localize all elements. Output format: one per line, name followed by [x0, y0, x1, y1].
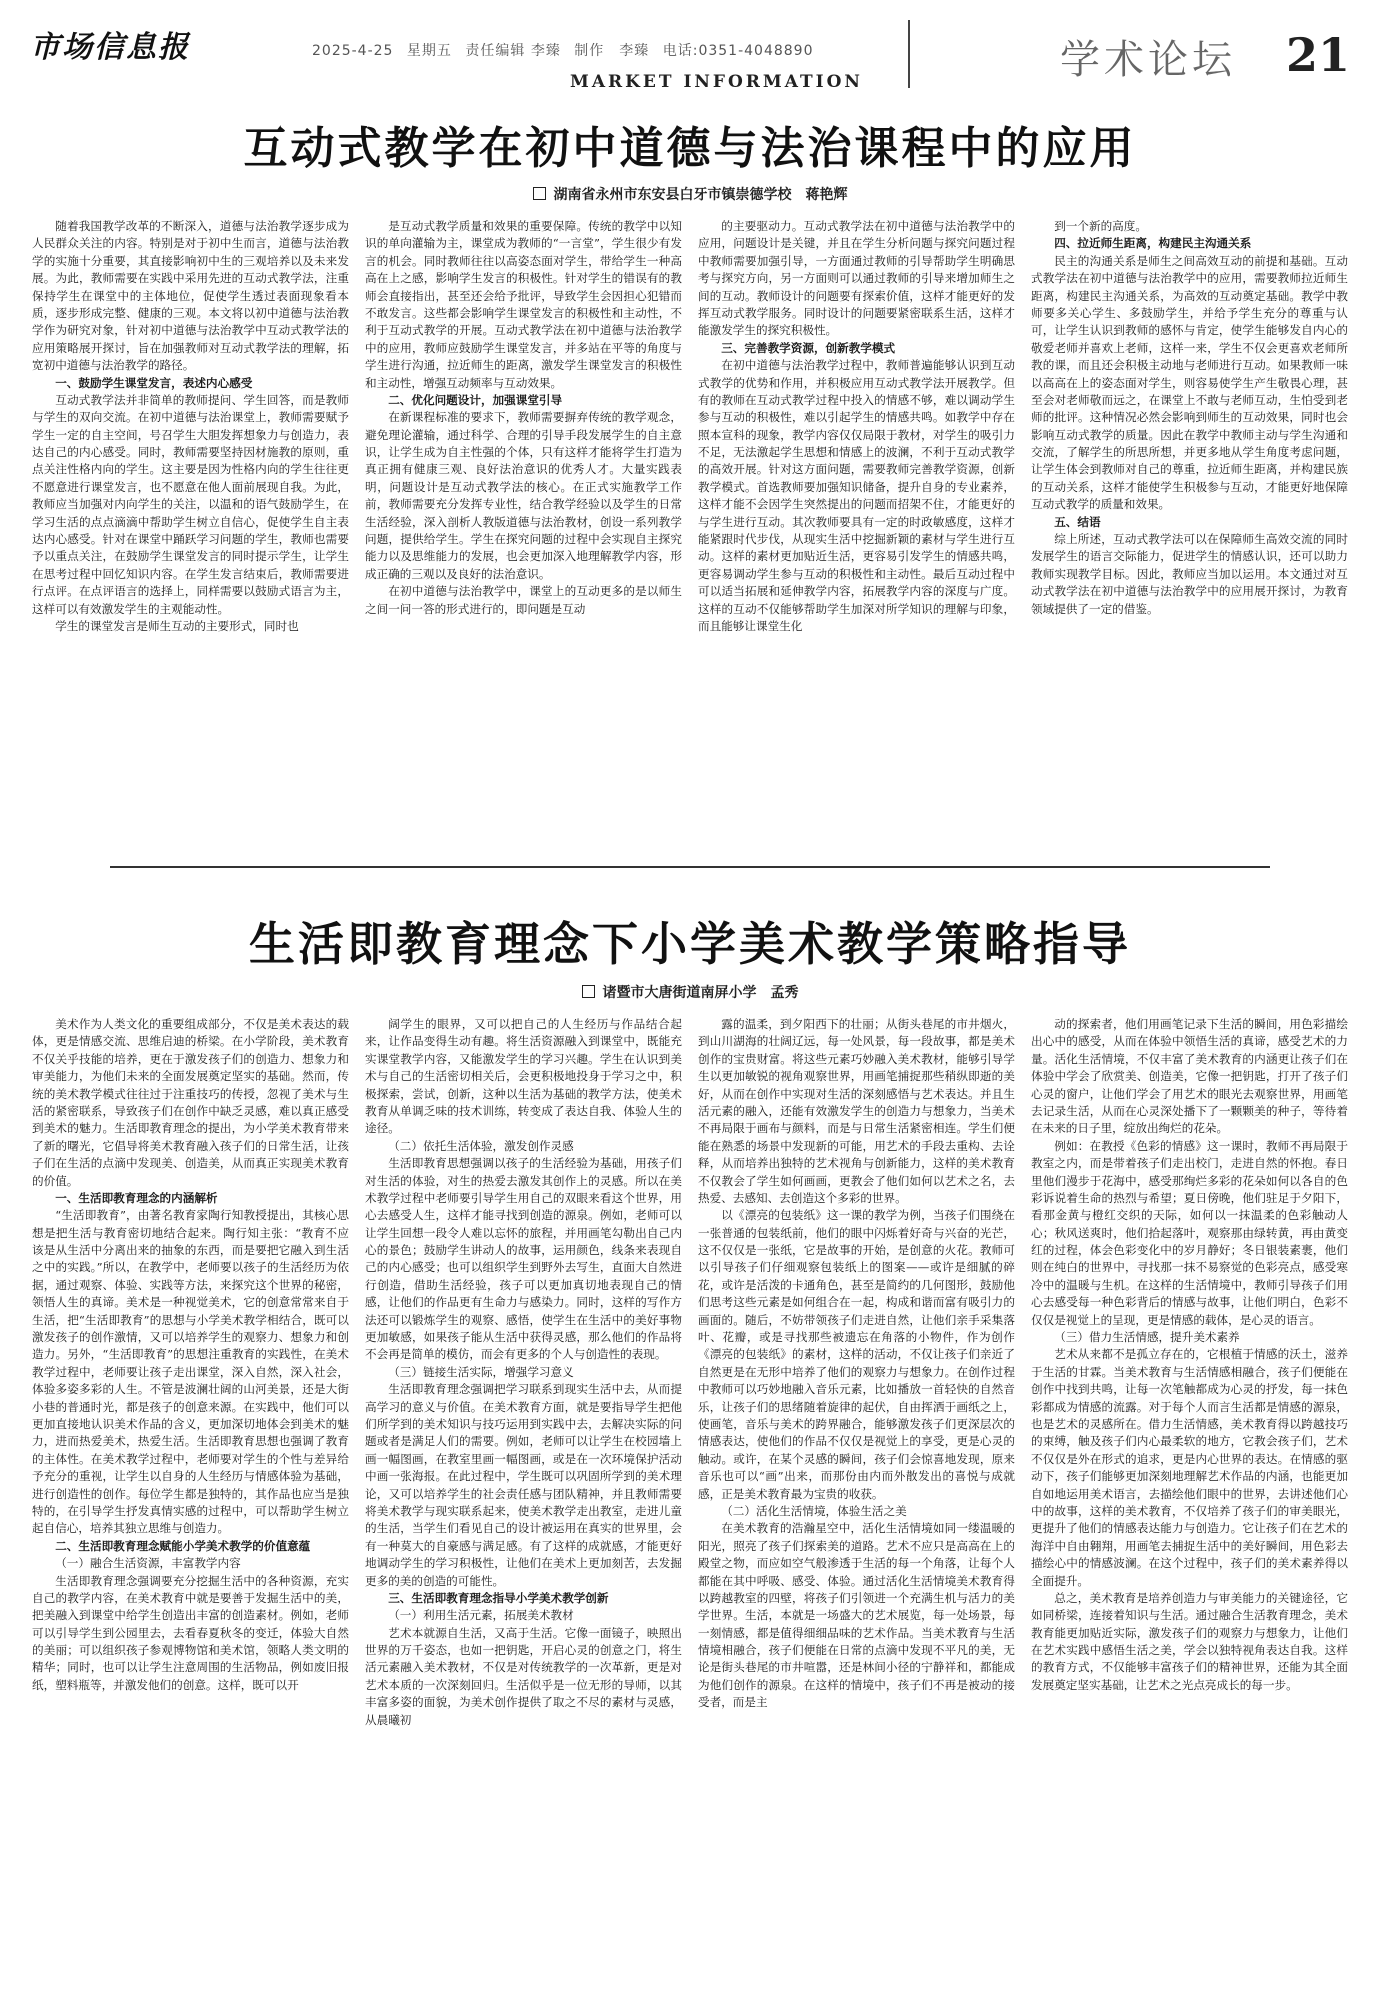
paragraph: 在初中道德与法治教学过程中，教师普遍能够认识到互动式教学的优势和作用，并积极应用互动式教学法开展教学。但有的教师在互动式教学过程中投入的情感不够，难以调动学生参与互动的积极性，难以引起学生的情感共鸣。如教学中存在照本宣科的现象，教学内容仅仅局限于教材，对学生的吸引力不足，无法激起学生思想和情感上的波澜，不利于互动式教学的高效开展。针对这方面问题，需要教师完善教学资源，创新教学模式。首选教师要加强知识储备，提升自身的专业素养，这样才能不会因学生突然提出的问题而招架不住，才能更好的与学生进行互动。其次教师要具有一定的时政敏感度，这样才能紧跟时代步伐，从现实生活中挖掘新颖的素材与学生进行互动。这样的素材更加贴近生活，更容易引发学生的情感共鸣，更容易调动学生参与互动的积极性和主动性。最后互动过程中可以适当拓展和延伸教学内容，拓展教学内容的深度与广度。这样的互动不仅能够帮助学生加深对所学知识的理解与印象，而且能够让课堂生化 [698, 358, 1015, 633]
producer-credit: 制作 李臻 [574, 43, 650, 59]
paragraph: 以《漂亮的包装纸》这一课的教学为例，当孩子们围绕在一张普通的包装纸前，他们的眼中闪烁着好奇与兴奋的光芒，这不仅仅是一张纸，它是故事的开始，是创意的火花。教师可以引导孩子们仔细观察包装纸上的图案——或许是细腻的碎花，或许是活泼的卡通角色，甚至是简约的几何图形，鼓励他们思考这些元素是如何组合在一起，构成和谐而富有吸引力的画面的。随后，不妨带领孩子们走进自然，让他们亲手采集落叶、花瓣，或是寻找那些被遗忘在角落的小物件，作为创作《漂亮的包装纸》的素材，这样的活动，不仅让孩子们亲近了自然更是在无形中培养了他们的观察力与想象力。在创作过程中教师可以巧妙地融入音乐元素，比如播放一首轻快的自然音乐，让孩子们的思绪随着旋律的起伏，自由挥洒于画纸之上，使画笔，音乐与美术的跨界融合，能够激发孩子们更深层次的情感表达，使他们的作品不仅仅是视觉上的享受，更是心灵的触动。或许，在某个灵感的瞬间，孩子们会惊喜地发现，原来音乐也可以“画”出来，而那份由内而外散发出的喜悦与成就感，正是美术教育最为宝贵的收获。 [698, 1208, 1015, 1501]
article-column [698, 1016, 1015, 2006]
paragraph: （三）链接生活实际，增强学习意义 [388, 1364, 574, 1379]
paragraph: 的主要驱动力。互动式教学法在初中道德与法治教学中的应用，问题设计是关键，并且在学生分析问题与探究问题过程中教师需要加强引导，一方面通过教师的引导帮助学生明确思考与探究方向，另一方面则可以通过教师的引导来增加师生之间的互动。教师设计的问题要有探索价值，这样才能更好的发挥互动式教学服务。同时设计的问题要紧密联系生活，这样才能激发学生的探究积极性。 [698, 219, 1015, 338]
article-byline [32, 184, 1348, 204]
paragraph: 民主的沟通关系是师生之间高效互动的前提和基础。互动式教学法在初中道德与法治教学中的应用，需要教师拉近师生距离，构建民主沟通关系，为高效的互动奠定基础。教学中教师要多关心学生、多鼓励学生，并给予学生充分的尊重与认可，让学生认识到教师的感怀与肯定，使学生能够发自内心的敬爱老师并喜欢上老师，这样一来，学生不仅会更喜欢老师所教的课，而且还会积极主动地与老师进行互动。如果教师一味以高高在上的姿态面对学生，则容易使学生产生敬畏心理，甚至会对老师敬而远之，在课堂上不敢与老师互动，生怕受到老师的批评。这种情况必然会影响到师生的互动效果，同时也会影响互动式教学的质量。因此在教学中教师主动与学生沟通和交流，了解学生的所思所想，并更多地从学生角度考虑问题，让学生体会到教师对自己的尊重，拉近师生距离，并构建民族的互动关系，这样才能使学生积极参与互动，才能更好地保障互动式教学的质量和效果。 [1031, 253, 1348, 512]
article-column [32, 218, 349, 838]
paragraph: （一）利用生活元素，拓展美术教材 [388, 1608, 574, 1623]
section-heading: 四、拉近师生距离，构建民主沟通关系 [1054, 236, 1252, 251]
paragraph: 艺术从来都不是孤立存在的，它根植于情感的沃土，滋养于生活的甘霖。当美术教育与生活情感相融合，孩子们便能在创作中找到共鸣，让每一次笔触都成为心灵的抒发，每一抹色彩都成为情感的流露。对于每个人而言生活都是情感的源泉，也是艺术的灵感所在。借力生活情感，美术教育得以跨越技巧的束缚，触及孩子们内心最柔软的地方，它教会孩子们，艺术不仅仅是外在形式的追求，更是内心世界的表达。在情感的驱动下，孩子们能够更加深刻地理解艺术作品的内涵，也能更加自如地运用美术语言，去描绘他们眼中的世界，去讲述他们心中的故事，这样的美术教育，不仅培养了孩子们的审美眼光，更提升了他们的情感表达能力与创造力。它让孩子们在艺术的海洋中自由翱翔，用画笔去捕捉生活中的美好瞬间，用色彩去描绘心中的情感波澜。在这个过程中，孩子们的美术素养得以全面提升。 [1031, 1347, 1348, 1588]
paragraph: 互动式教学法并非简单的教师提问、学生回答，而是教师与学生的双向交流。在初中道德与法治课堂上，教师需要赋予学生一定的自主空间，号召学生大胆发挥想象力与创造力，表达自己的内心感受。同时，教师需要坚持因材施教的原则，重点关注性格内向的学生。这主要是因为性格内向的学生往往更不愿意进行课堂发言，也不愿意在他人面前展现自我。为此，教师应当加强对内向学生的关注，以温和的语气鼓励学生，在学习生活的点点滴滴中帮助学生树立自信心，促使学生自主表达内心感受。针对在课堂中踊跃学习问题的学生，教师也需要予以重点关注，在鼓励学生课堂发言的同时提示学生，让学生在思考过程中回忆知识内容。在学生发言结束后，教师需要进行点评。在点评语言的选择上，同样需要以鼓励式语言为主，这样可以有效激发学生的主观能动性。 [32, 392, 349, 616]
article-column [32, 1016, 349, 2006]
paragraph: 生活即教育理念强调要充分挖掘生活中的各种资源，充实自己的教学内容，在美术教育中就是要善于发掘生活中的美，把美融入到课堂中给学生创造出丰富的创造素材。例如，老师可以引导学生到公园里去，去看春夏秋冬的变迁，体验大自然的美丽；可以组织孩子参观博物馆和美术馆，领略人类文明的精华；同时，也可以让学生注意周围的生活物品，例如废旧报纸，塑料瓶等，并激发他们的创意。这样，既可以开 [32, 1573, 349, 1692]
paragraph: 是互动式教学质量和效果的重要保障。传统的教学中以知识的单向灌输为主，课堂成为教师的“一言堂”，学生很少有发言的机会。同时教师往往以高姿态面对学生，带给学生一种高高在上之感，影响学生发言的积极性。针对学生的错误有的教师会直接指出，甚至还会给予批评，导致学生会因担心犯错而不敢发言。这些都会影响学生课堂发言的积极性和主动性，不利于互动式教学的开展。互动式教学法在初中道德与法治教学中的应用，教师应鼓励学生课堂发言，并多站在平等的角度与学生进行沟通，拉近师生的距离，激发学生课堂发言的积极性和主动性，增强互动频率与互动效果。 [365, 219, 682, 390]
article-column [698, 218, 1015, 838]
paragraph: 艺术本就源自生活，又高于生活。它像一面镜子，映照出世界的万千姿态，也如一把钥匙，开启心灵的创意之门，将生活元素融入美术教材，不仅是对传统教学的一次革新，更是对艺术本质的一次深刻回归。生活似乎是一位无形的导师，以其丰富多姿的面貌，为美术创作提供了取之不尽的素材与灵感，从晨曦初 [365, 1625, 682, 1727]
paragraph: 在新课程标准的要求下，教师需要摒弃传统的教学观念，避免理论灌输，通过科学、合理的引导手段发展学生的自主意识，让学生成为自主性强的个体，只有这样才能将学生打造为真正拥有健康三观、良好法治意识的优秀人才。大量实践表明，问题设计是互动式教学法的核心。在正式实施教学工作前，教师需要充分发挥专业性，结合教学经验以及学生的日常生活经验，深入剖析人教版道德与法治教材，创设一系列教学问题，提供给学生。学生在探究问题的过程中会实现自主探究能力以及思维能力的发展，也会更加深入地理解教学内容，形成正确的三观以及良好的法治意识。 [365, 410, 682, 581]
paragraph: （一）融合生活资源，丰富教学内容 [55, 1556, 241, 1571]
paragraph: 在美术教育的浩瀚星空中，活化生活情境如同一缕温暖的阳光，照亮了孩子们探索美的道路。艺术不应只是高高在上的殿堂之物，而应如空气般渗透于生活的每一个角落，让每个人都能在其中呼吸、感受、体验。通过活化生活情境美术教育得以跨越教室的四壁，将孩子们引领进一个充满生机与活力的美学世界。生活，本就是一场盛大的艺术展览，每一处场景，每一刻情感，都是值得细细品味的艺术作品。当美术教育与生活情境相融合，孩子们便能在日常的点滴中发现不平凡的美，无论是街头巷尾的市井喧嚣，还是林间小径的宁静祥和，都能成为他们创作的源泉。在这样的情境中，孩子们不再是被动的接受者，而是主 [698, 1521, 1015, 1710]
editor-credit: 责任编辑 李臻 [465, 43, 561, 59]
article-column [365, 1016, 682, 2006]
paragraph: 阔学生的眼界，又可以把自己的人生经历与作品结合起来，让作品变得生动有趣。将生活资源融入到课堂中，既能充实课堂教学内容，又能激发学生的学习兴趣。学生在认识到美术与自己的生活密切相关后，会更积极地投身于学习之中，积极探索，尝试，创新，这种以生活为基础的教学方法，使美术教育从单调乏味的技术训练，转变成了表达自我、体验人生的途径。 [365, 1017, 682, 1136]
english-masthead: MARKET INFORMATION [570, 72, 863, 92]
paragraph: 生活即教育理念强调把学习联系到现实生活中去，从而提高学习的意义与价值。在美术教育方面，就是要指导学生把他们所学到的美术知识与技巧运用到实践中去，去解决实际的问题或者是满足人们的需要。例如，老师可以让学生在校园墙上画一幅图画，在教室里画一幅图画，或是在一次环境保护活动中画一张海报。在此过程中，学生既可以巩固所学到的美术理论，又可以培养学生的社会责任感与团队精神，并且教师需要将美术教学与现实联系起来，使美术教学走出教室，走进儿童的生活，当学生们看见自己的设计被运用在真实的世界里，会有一种莫大的自豪感与满足感。有了这样的成就感，才能更好地调动学生的学习积极性，让他们在美术上更加刻苦，去发掘更多的美的创造的可能性。 [365, 1382, 682, 1588]
paragraph: 美术作为人类文化的重要组成部分，不仅是美术表达的载体，更是情感交流、思维启迪的桥梁。在小学阶段，美术教育不仅关乎技能的培养，更在于激发孩子们的创造力、想象力和审美能力，为他们未来的全面发展奠定坚实的基础。然而，传统的美术教学模式往往过于注重技巧的传授，忽视了美术与生活的紧密联系，导致孩子们在创作中缺乏灵感，难以真正感受到美术的魅力。生活即教育理念的提出，为小学美术教育带来了新的曙光，它倡导将美术教育融入孩子们的日常生活，让孩子们在生活的点滴中发现美、创造美，从而真正实现美术教育的价值。 [32, 1017, 349, 1188]
section-name: 学术论坛 [1060, 37, 1236, 83]
article-divider [110, 866, 1270, 868]
article-1 [32, 112, 1348, 838]
paragraph: 到一个新的高度。 [1054, 219, 1147, 233]
byline-text: 湖南省永州市东安县白牙市镇崇德学校 蒋艳辉 [553, 187, 848, 203]
section-heading: 五、结语 [1054, 514, 1101, 529]
newspaper-logo: 市场信息报 [30, 30, 190, 65]
byline-box-icon [533, 187, 546, 200]
byline-text: 诸暨市大唐街道南屏小学 孟秀 [602, 985, 799, 1001]
issue-date: 2025-4-25 [312, 43, 394, 59]
article-column [365, 218, 682, 838]
masthead-divider [908, 20, 910, 88]
paragraph: 生活即教育思想强调以孩子的生活经验为基础，用孩子们对生活的体验，对生的热爱去激发其创作上的灵感。所以在美术教学过程中老师要引导学生用自己的双眼来看这个世界，用心去感受人生，这样才能寻找到创造的源泉。例如，老师可以让学生回想一段令人难以忘怀的旅程，并用画笔勾勒出自己内心的景色；鼓励学生讲动人的故事，运用颜色，线条来表现自己的内心感受；也可以组织学生到野外去写生，直面大自然进行创造，借助生活经验，孩子可以更加真切地表现自己的情感，让他们的作品更有生命力与感染力。同时，这样的写作方法还可以锻炼学生的观察、感悟，使学生在生活中的美好事物更加敏感，如果孩子能从生活中获得灵感，那么他们的作品将不会再是简单的模仿，而会有更多的个人与创造性的表现。 [365, 1156, 682, 1362]
paragraph: 露的温柔，到夕阳西下的壮丽；从街头巷尾的市井烟火，到山川湖海的壮阔辽远，每一处风景，每一段故事，都是美术创作的宝贵财富。将这些元素巧妙融入美术教材，能够引导学生以更加敏锐的视角观察世界，用画笔捕捉那些稍纵即逝的美好，从而在创作中实现对生活的深刻感悟与艺术表达。并且生活元素的融入，还能有效激发学生的创造力与想象力，当美术不再局限于画布与颜料，而是与日常生活紧密相连。学生们便能在熟悉的场景中发现新的可能，用艺术的手段去重构、去诠释，从而培养出独特的艺术视角与创新能力，这样的美术教育不仅教会了学生如何画画，更教会了他们如何以艺术之名，去热爱、去感知、去创造这个多彩的世界。 [698, 1017, 1015, 1205]
dateline [312, 40, 821, 60]
issue-weekday: 星期五 [406, 43, 452, 59]
masthead [30, 14, 1350, 94]
paragraph: 综上所述，互动式教学法可以在保障师生高效交流的同时发展学生的语言交际能力，促进学生的情感认识，还可以助力教师实现教学目标。因此，教师应当加以运用。本文通过对互动式教学法在初中道德与法治教学中的应用展开探讨，为教育领域提供了一定的借鉴。 [1031, 532, 1348, 616]
paragraph: 例如：在教授《色彩的情感》这一课时，教师不再局限于教室之内，而是带着孩子们走出校门，走进自然的怀抱。春日里他们漫步于花海中，感受那绚烂多彩的花朵如何以各自的色彩诉说着生命的热烈与希望；夏日傍晚，他们驻足于夕阳下，看那金黄与橙红交织的天际，如何以一抹温柔的色彩触动人心；秋风送爽时，他们拾起落叶，观察那由绿转黄，再由黄变红的过程，体会色彩变化中的岁月静好；冬日银装素裹，他们则在纯白的世界中，寻找那一抹不易察觉的色彩亮点，感受寒冷中的温暖与生机。在这样的生活情境中，教师引导孩子们用心去感受每一种色彩背后的情感与故事，让他们明白，色彩不仅仅是视觉上的呈现，更是情感的载体，是心灵的语言。 [1031, 1138, 1348, 1327]
article-2 [32, 908, 1348, 2006]
paragraph: （二）活化生活情境，体验生活之美 [721, 1503, 907, 1518]
paragraph: （二）依托生活体验，激发创作灵感 [388, 1138, 574, 1153]
paragraph: （三）借力生活情感，提升美术素养 [1054, 1330, 1240, 1345]
article-title: 互动式教学在初中道德与法治课程中的应用 [243, 123, 1137, 174]
paragraph: 在初中道德与法治教学中，课堂上的互动更多的是以师生之间一问一答的形式进行的，即问题是互动 [365, 584, 682, 616]
paragraph: 总之，美术教育是培养创造力与审美能力的关键途径，它如同桥梁，连接着知识与生活。通过融合生活教育理念，美术教育能更加贴近实际，激发孩子们的观察力与想象力，让他们在艺术实践中感悟生活之美，学会以独特视角表达自我。这样的教育方式，不仅能够丰富孩子们的精神世界，还能为其全面发展奠定坚实基础，让艺术之光点亮成长的每一步。 [1031, 1590, 1348, 1692]
page-number: 21 [1285, 28, 1350, 82]
section-heading: 二、优化问题设计，加强课堂引导 [388, 392, 563, 407]
phone-number: 电话:0351-4048890 [662, 43, 814, 59]
paragraph: 动的探索者，他们用画笔记录下生活的瞬间，用色彩描绘出心中的感受，从而在体验中领悟生活的真谛，感受艺术的力量。活化生活情境，不仅丰富了美术教育的内涵更让孩子们在体验中学会了欣赏美、创造美，它像一把钥匙，打开了孩子们心灵的窗户，让他们学会了用艺术的眼光去观察世界，用画笔去记录生活，从而在心灵深处播下了一颗颗美的种子，等待着在未来的日子里，绽放出绚烂的花朵。 [1031, 1017, 1348, 1136]
section-heading: 一、鼓励学生课堂发言，表述内心感受 [55, 375, 253, 390]
article-byline [32, 982, 1348, 1002]
paragraph: 随着我国教学改革的不断深入，道德与法治教学逐步成为人民群众关注的内容。特别是对于初中生而言，道德与法治教学的实施十分重要，其直接影响初中生的三观培养以及未来发展。为此，教师需要在实践中采用先进的互动式教学法，注重保持学生在课堂中的主体地位，促使学生透过表面现象看本质，逐步形成完整、健康的三观。本文将以初中道德与法治教学作为研究对象，针对初中道德与法治教学中互动式教学法的应用策略展开探讨，旨在加强教师对互动式教学法的理解，拓宽初中道德与法治教学的路径。 [32, 219, 349, 373]
section-heading: 三、完善教学资源，创新教学模式 [721, 340, 896, 355]
section-heading: 一、生活即教育理念的内涵解析 [55, 1190, 218, 1205]
article-column [1031, 1016, 1348, 2006]
paragraph: 学生的课堂发言是师生互动的主要形式，同时也 [55, 618, 299, 633]
article-title: 生活即教育理念下小学美术教学策略指导 [249, 917, 1131, 971]
section-heading: 三、生活即教育理念指导小学美术教学创新 [388, 1590, 609, 1605]
byline-box-icon [582, 985, 595, 998]
section-heading: 二、生活即教育理念赋能小学美术教学的价值意蕴 [55, 1538, 311, 1553]
paragraph: “生活即教育”，由著名教育家陶行知教授提出，其核心思想是把生活与教育密切地结合起来。陶行知主张：“教育不应该是从生活中分离出来的抽象的东西，而是要把它融入到生活之中的实践。”所以，在教学中，老师要以孩子的生活经历为依据，通过观察、体验、实践等方法，来探究这个世界的秘密，领悟人生的真谛。美术是一种视觉美术，它的创意常常来自于生活，把“生活即教育”的思想与小学美术教学相结合，既可以激发孩子的创作激情，又可以培养学生的观察力、想象力和创造力。另外，“生活即教育”的思想注重教育的实践性，在美术教学过程中，老师要让孩子走出课堂，深入自然，深入社会，体验多姿多彩的人生。不管是波澜壮阔的山河美景，还是大街小巷的普通时光，都是孩子的创意来源。在实践中，他们可以更加直接地认识美术作品的含义，更加深切地体会到美术的魅力，进而热爱美术，热爱生活。生活即教育思想也强调了教育的主体性。在美术教学过程中，老师要对学生的个性与差异给予充分的重视，让学生以自身的人生经历与情感体验为基础，进行创造性的创作。每位学生都是独特的，其作品也应当是独特的，在引导学生抒发真情实感的过程中，可以帮助学生树立起自信心，培养其独立思维与创造力。 [32, 1208, 349, 1536]
article-column [1031, 218, 1348, 838]
